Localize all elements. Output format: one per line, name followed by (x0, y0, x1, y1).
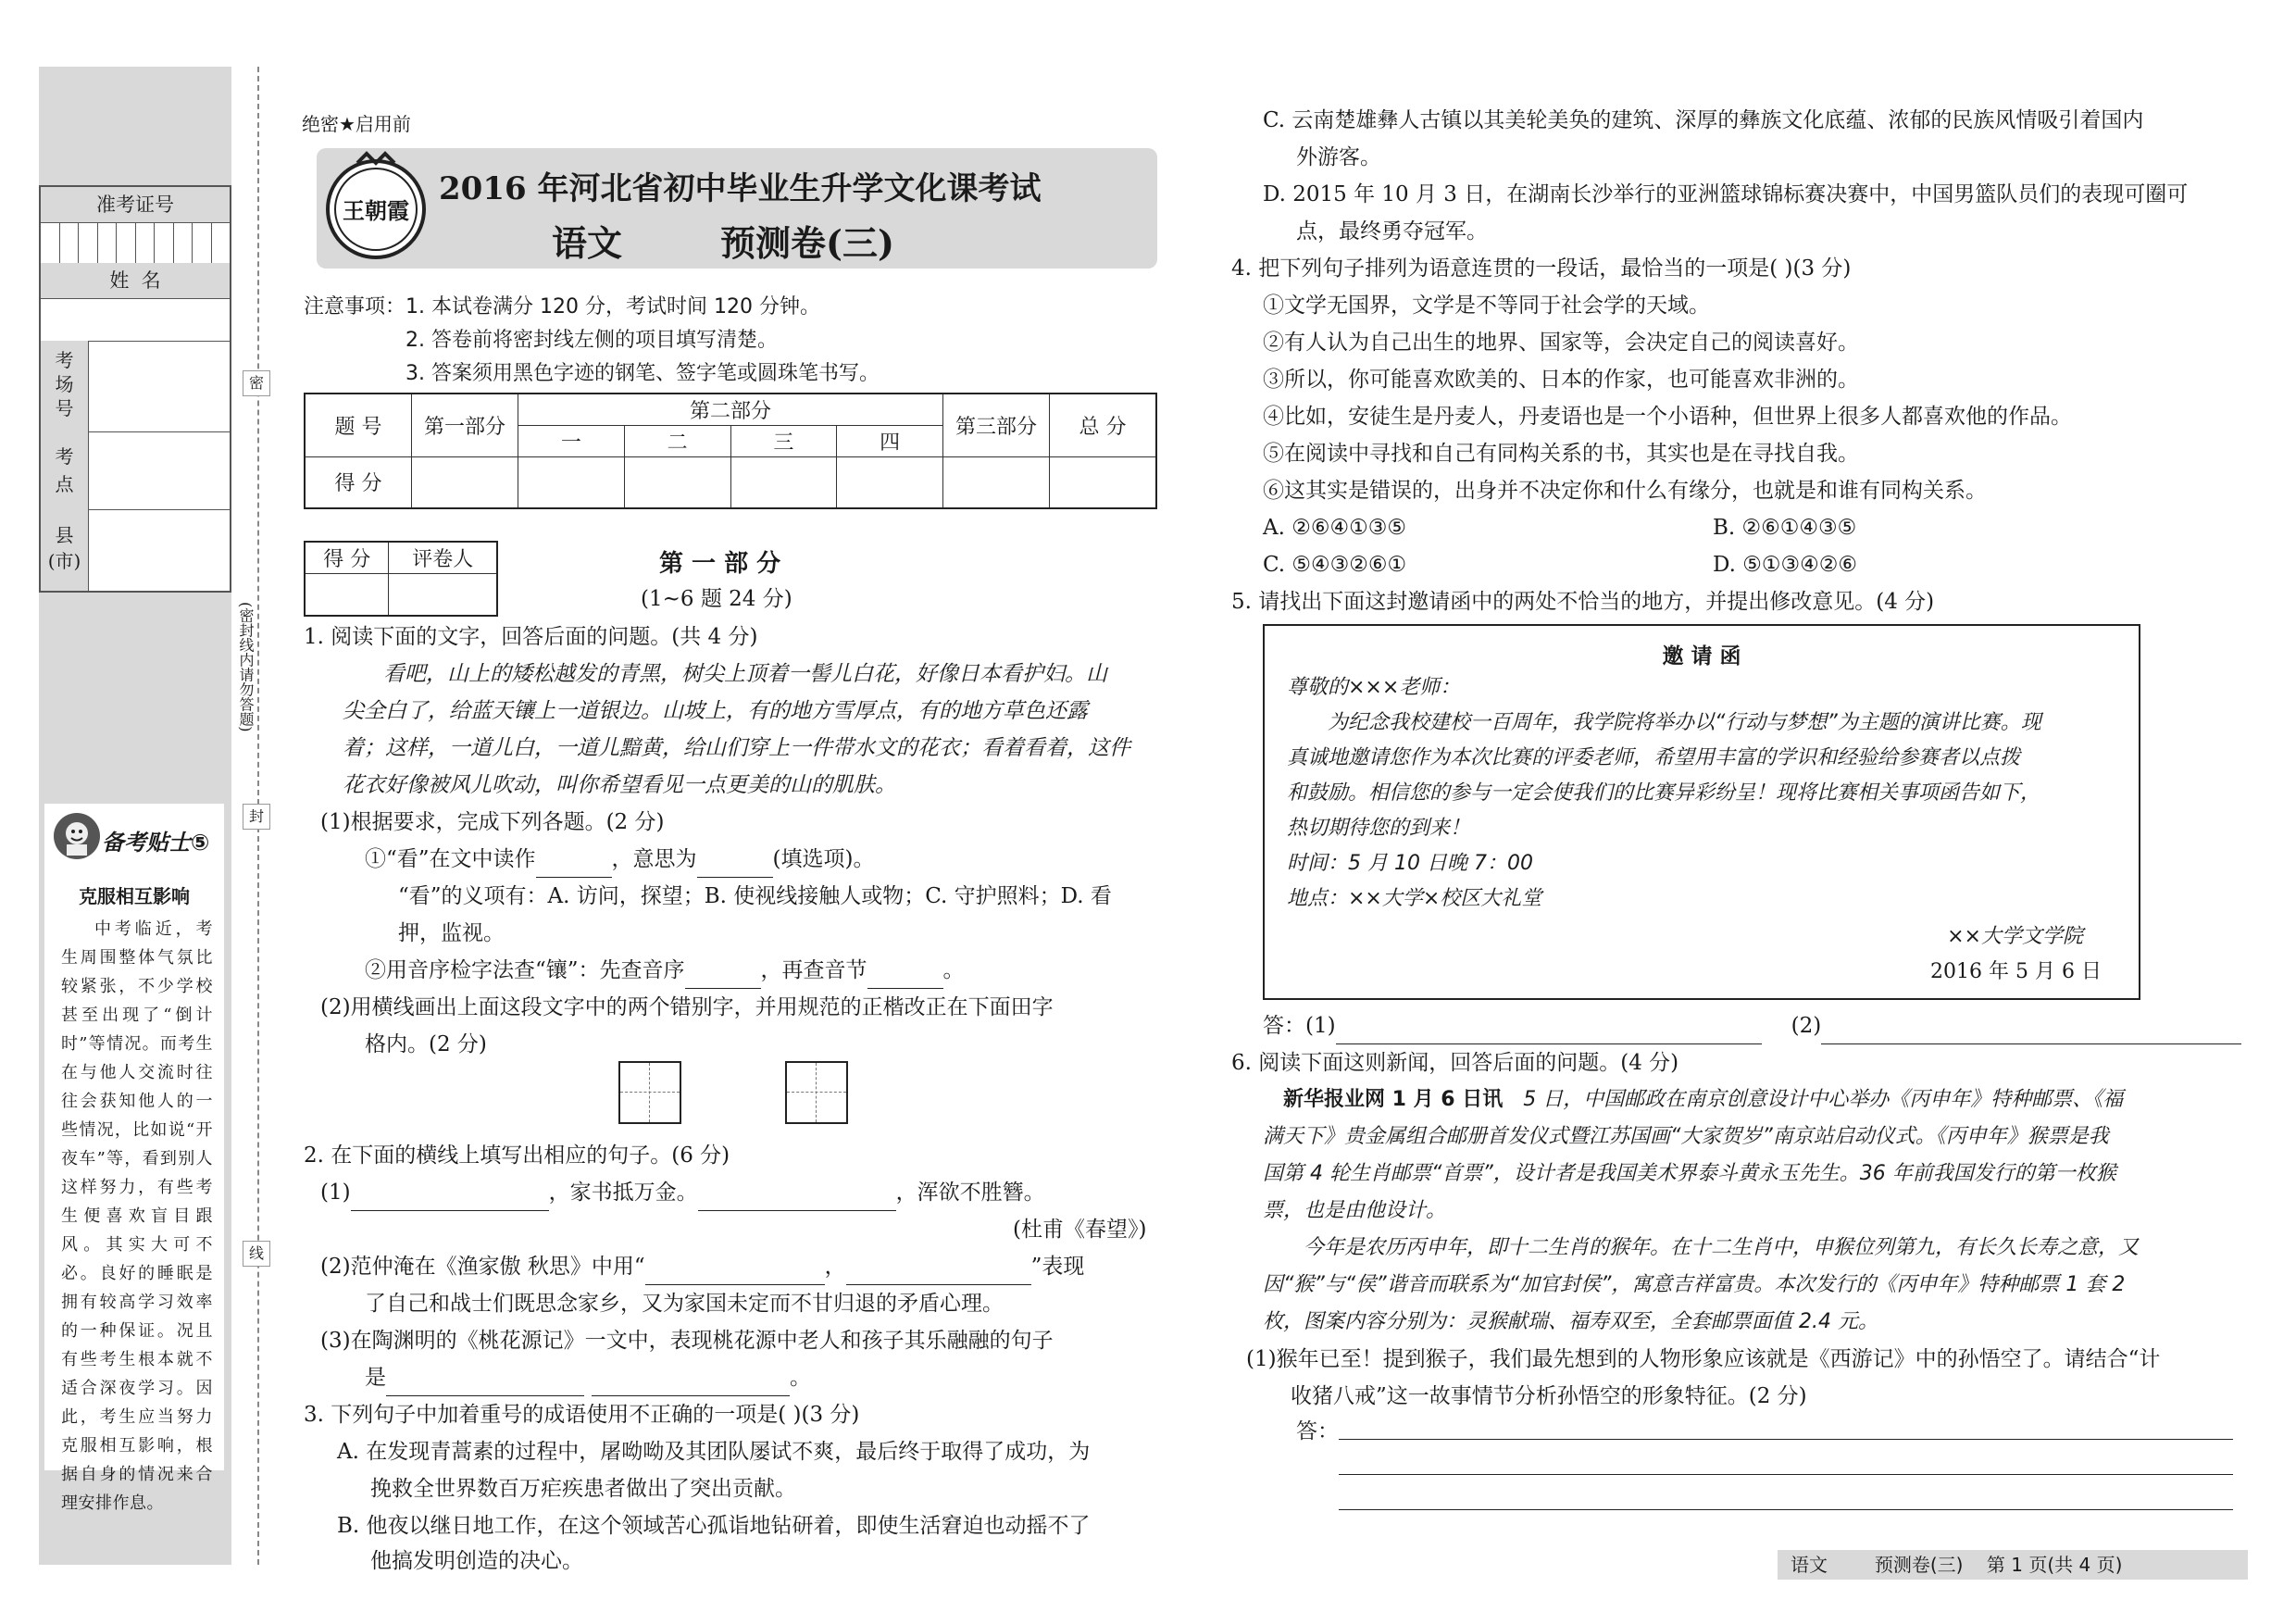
q6-answer-line[interactable] (1339, 1509, 2233, 1510)
q2-b-blank2[interactable] (846, 1262, 1031, 1285)
q6-answer-label: 答： (1296, 1419, 1339, 1443)
q3-stem: 3. 下列句子中加着重号的成语使用不正确的一项是( )(3 分) (304, 1403, 860, 1427)
score-table-sub-4: 四 (837, 425, 943, 456)
paper-title: 预测卷(三) (720, 222, 894, 264)
part1-range: (1~6 题 24 分) (641, 587, 792, 611)
score-table-sub-1: 一 (518, 425, 625, 456)
subject-title: 语文 (552, 222, 623, 264)
q2-c-blank1[interactable] (386, 1373, 584, 1396)
invitation-signature: ××大学文学院 (1947, 925, 2083, 948)
q2-a-source: (杜甫《春望》) (1013, 1218, 1147, 1242)
name-label: 姓 名 (41, 263, 230, 299)
q4-stem: 4. 把下列句子排列为语意连贯的一段话，最恰当的一项是( )(3 分) (1231, 256, 1852, 281)
q3-option-b-line1: B. 他夜以继日地工作，在这个领域苦心孤诣地钻研着，即使生活窘迫也动摇不了 (337, 1514, 1091, 1538)
invitation-date: 2016 年 5 月 6 日 (1930, 960, 2102, 983)
q2-a-blank1[interactable] (351, 1188, 549, 1211)
q1-sub1a-text1: ①“看”在文中读作 (365, 847, 536, 871)
q4-item: ⑥这其实是错误的，出身并不决定你和什么有缘分，也就是和谁有同构关系。 (1263, 479, 1987, 503)
score-cell[interactable] (730, 456, 837, 508)
name-field[interactable] (41, 298, 230, 342)
q4-option-c: C. ⑤④③②⑥① (1263, 553, 1407, 577)
tip-body: 中考临近，考生周围整体气氛比较紧张，不少学校甚至出现了“倒计时”等情况。而考生在与他人交流时往往会获知他人的一些情况，比如说“开夜车”等，看到别人这样努力，有些考生便喜欢盲目跟风。其实大可不必。良好的睡眠是拥有较高学习效率的一种保证。况且有些考生根本就不适合深夜学习。因此，考生应当努力克服相互影响，根据自身的情况来合理安排作息。 (61, 919, 213, 1513)
seal-note: (密封线内请勿答题) (237, 602, 255, 732)
invitation-letter-box (1263, 624, 2140, 1000)
invitation-body-line: 真诚地邀请您作为本次比赛的评委老师，希望用丰富的学识和经验给参赛者以点拨 (1287, 746, 2021, 769)
county-label: 县 (市) (41, 509, 89, 591)
q2-a (320, 1174, 1045, 1211)
score-table (304, 393, 1157, 509)
q6-sub1-line2: 收猪八戒”这一故事情节分析孙悟空的形象特征。(2 分) (1291, 1384, 1807, 1408)
admission-number-label: 准考证号 (41, 187, 230, 223)
q1-sub1c (365, 952, 965, 989)
q6-news-line: 因“猴”与“侯”谐音而联系为“加官封侯”，寓意吉祥富贵。本次发行的《丙申年》特种邮票 1 套 2 (1263, 1273, 2126, 1296)
notice-item-1: 1. 本试卷满分 120 分，考试时间 120 分钟。 (406, 295, 820, 319)
q3-option-b-line2: 他搞发明创造的决心。 (370, 1549, 583, 1573)
score-cell[interactable] (1050, 456, 1157, 508)
invitation-title: 邀 请 函 (1662, 644, 1741, 669)
score-table-defen: 得 分 (305, 456, 412, 508)
q6-news-line: 今年是农历丙申年，即十二生肖的猴年。在十二生肖中，申猴位列第九，有长久长寿之意，又 (1304, 1236, 2140, 1259)
q3-option-a-line1: A. 在发现青蒿素的过程中，屠呦呦及其团队屡试不爽，最后终于取得了成功，为 (337, 1440, 1091, 1464)
admission-number-cells[interactable] (41, 222, 230, 264)
q2-stem: 2. 在下面的横线上填写出相应的句子。(6 分) (304, 1143, 730, 1168)
q2-c-text1: 是 (365, 1366, 386, 1390)
q3-option-d-line2: 点，最终勇夺冠军。 (1296, 219, 1488, 244)
q1-sub1c-text3: 。 (942, 958, 965, 982)
tianzige-box[interactable] (785, 1061, 848, 1124)
wangzhaoxia-logo (320, 150, 431, 261)
q1-sub1a-text3: (填选项)。 (772, 847, 875, 871)
score-cell[interactable] (518, 456, 625, 508)
q1-yinxu-blank[interactable] (685, 966, 761, 989)
exam-site-row[interactable] (41, 431, 230, 510)
q1-passage-line: 花衣好像被风儿吹动，叫你希望看见一点更美的山的肌肤。 (343, 773, 896, 797)
q2-b-line2: 了自己和战士们既思念家乡，又为家国未定而不甘归退的矛盾心理。 (365, 1292, 1004, 1316)
secret-label: 绝密★启用前 (302, 113, 411, 135)
seal-char-feng: 封 (243, 804, 270, 830)
invitation-body-line: 为纪念我校建校一百周年，我学院将举办以“行动与梦想”为主题的演讲比赛。现 (1328, 711, 2041, 734)
q1-reading-blank[interactable] (536, 855, 612, 878)
q4-item: ①文学无国界，文学是不等同于社会学的天域。 (1263, 294, 1710, 318)
q2-b (320, 1248, 1084, 1285)
q4-option-a: A. ②⑥④①③⑤ (1263, 516, 1406, 540)
q1-passage-line: 着；这样，一道儿白，一道儿黯黄，给山们穿上一件带水文的花衣；看着看着，这件 (343, 736, 1130, 760)
cartoon-icon (54, 813, 100, 859)
exam-tip-box (44, 804, 224, 1513)
q6-news-line: 票，也是由他设计。 (1263, 1199, 1447, 1222)
q6-news-line: 枚，图案内容分别为：灵猴献瑞、福寿双至，全套邮票面值 2.4 元。 (1263, 1310, 1878, 1333)
seal-char-xian: 线 (243, 1241, 270, 1267)
scorer-table (304, 541, 498, 617)
q4-item: ③所以，你可能喜欢欧美的、日本的作家，也可能喜欢非洲的。 (1263, 368, 1859, 392)
q6-news (1263, 1081, 2140, 1341)
logo-text: 王朝霞 (343, 197, 409, 224)
q4-item: ②有人认为自己出生的地界、国家等，会决定自己的阅读喜好。 (1263, 331, 1859, 355)
q2-a-num: (1) (320, 1181, 351, 1205)
seal-char-mi: 密 (243, 370, 270, 396)
q1-sub1a (365, 841, 874, 878)
tianzige-box[interactable] (618, 1061, 681, 1124)
q2-a-text1: ，家书抵万金。 (548, 1181, 698, 1205)
score-table-sub-2: 二 (624, 425, 730, 456)
part1-title: 第 一 部 分 (659, 550, 781, 578)
q6-sub1-line1: (1)猴年已至！提到猴子，我们最先想到的人物形象应该就是《西游记》中的孙悟空了。请结合“计 (1246, 1347, 2161, 1371)
q2-c-line2 (365, 1359, 811, 1396)
candidate-info-box (39, 185, 231, 593)
q4-option-d: D. ⑤①③④②⑥ (1713, 553, 1857, 577)
scorer-pingjuan: 评卷人 (389, 542, 497, 573)
q2-a-blank2[interactable] (698, 1188, 896, 1211)
invitation-body-line: 热切期待您的到来！ (1287, 817, 1471, 840)
q2-a-text2: ，浑欲不胜簪。 (895, 1181, 1045, 1205)
q2-b-text2: ， (824, 1255, 846, 1279)
q4-item: ④比如，安徒生是丹麦人，丹麦语也是一个小语种，但世界上很多人都喜欢他的作品。 (1263, 405, 2072, 429)
notice-item-2: 2. 答卷前将密封线左侧的项目填写清楚。 (406, 329, 778, 352)
q2-b-text1: (2)范仲淹在《渔家傲 秋思》中用“ (320, 1255, 645, 1279)
score-table-sub-3: 三 (730, 425, 837, 456)
q1-passage-line: 看吧，山上的矮松越发的青黑，树尖上顶着一髻儿白花，好像日本看护妇。山 (383, 662, 1107, 686)
score-table-part3: 第三部分 (943, 394, 1050, 456)
invitation-body-line: 和鼓励。相信您的参与一定会使我们的比赛异彩纷呈！现将比赛相关事项函告如下， (1287, 781, 2041, 805)
q6-stem: 6. 阅读下面这则新闻，回答后面的问题。(4 分) (1231, 1051, 1679, 1075)
notice-label: 注意事项： (304, 295, 406, 319)
score-cell[interactable] (943, 456, 1050, 508)
q5-answer-blank2[interactable] (1821, 1021, 2241, 1044)
q5-answer-label1: 答：(1) (1263, 1014, 1336, 1038)
q1-sub1b-line2: 押，监视。 (398, 921, 505, 945)
page-footer: 语文 预测卷(三) 第 1 页(共 4 页) (1778, 1550, 2248, 1580)
county-row[interactable] (41, 509, 230, 591)
q3-option-c-line2: 外游客。 (1296, 145, 1381, 169)
q3-option-c-line1: C. 云南楚雄彝人古镇以其美轮美奂的建筑、深厚的彝族文化底蕴、浓郁的民族风情吸引着国内 (1263, 108, 2144, 132)
score-cell[interactable] (624, 456, 730, 508)
q5-answer-blank1[interactable] (1336, 1021, 1762, 1044)
q6-news-line: 国第 4 轮生肖邮票“首票”，设计者是我国美术界泰斗黄永玉先生。36 年前我国发行的第一枚猴 (1263, 1162, 2116, 1185)
exam-room-label: 考 场 号 (41, 341, 89, 431)
q5-answer-label2: (2) (1791, 1014, 1822, 1038)
score-cell[interactable] (837, 456, 943, 508)
q3-option-d-line1: D. 2015 年 10 月 3 日，在湖南长沙举行的亚洲篮球锦标赛决赛中，中国男篮队员们的表现可圈可 (1263, 182, 2189, 206)
q4-item: ⑤在阅读中寻找和自己有同构关系的书，其实也是在寻找自我。 (1263, 442, 1859, 466)
q1-yinjie-blank[interactable] (867, 966, 943, 989)
invitation-time: 时间：5 月 10 日晚 7：00 (1287, 852, 1533, 875)
q6-news-line: 5 日，中国邮政在南京创意设计中心举办《丙申年》特种邮票、《福 (1523, 1088, 2124, 1111)
q1-passage (343, 656, 1157, 804)
q1-sub1a-text2: ，意思为 (611, 847, 697, 871)
exam-room-row[interactable] (41, 341, 230, 432)
invitation-place: 地点：××大学×校区大礼堂 (1287, 887, 1542, 910)
q1-sub1c-text2: ，再查音节 (760, 958, 867, 982)
q6-news-line: 满天下》贵金属组合邮册首发仪式暨江苏国画“大家贺岁”南京站启动仪式。《丙申年》猴票是我 (1263, 1125, 2109, 1148)
q2-c-text2: 。 (790, 1366, 811, 1390)
q5-answer (1263, 1007, 2241, 1044)
q3-option-a-line2: 挽救全世界数百万疟疾患者做出了突出贡献。 (370, 1477, 796, 1501)
q1-passage-line: 尖全白了，给蓝天镶上一道银边。山坡上，有的地方雪厚点，有的地方草色还露 (343, 699, 1088, 723)
q2-b-text3: ”表现 (1030, 1255, 1085, 1279)
q1-sub1: (1)根据要求，完成下列各题。(2 分) (320, 810, 665, 834)
tip-title: 克服相互影响 (79, 885, 190, 907)
q1-sub1b-line1: “看”的义项有：A. 访问，探望；B. 使视线接触人或物；C. 守护照料；D. 看 (398, 884, 1112, 908)
scorer-defen: 得 分 (305, 542, 389, 573)
score-table-tihao: 题 号 (305, 394, 412, 456)
q6-news-head: 新华报业网 1 月 6 日讯 (1283, 1088, 1504, 1111)
q6-answer-line[interactable] (1339, 1474, 2233, 1475)
exam-site-label: 考 点 (41, 431, 89, 509)
q1-stem: 1. 阅读下面的文字，回答后面的问题。(共 4 分) (304, 625, 758, 649)
q1-sub2-line2: 格内。(2 分) (365, 1032, 487, 1056)
q2-c-line1: (3)在陶渊明的《桃花源记》一文中，表现桃花源中老人和孩子其乐融融的句子 (320, 1329, 1054, 1353)
q2-b-blank1[interactable] (645, 1262, 825, 1285)
q5-stem: 5. 请找出下面这封邀请函中的两处不恰当的地方，并提出修改意见。(4 分) (1231, 590, 1935, 614)
score-table-part1: 第一部分 (412, 394, 518, 456)
invitation-greeting: 尊敬的×××老师： (1287, 676, 1461, 699)
score-table-part2: 第二部分 (518, 394, 943, 425)
exam-title: 2016 年河北省初中毕业生升学文化课考试 (439, 170, 1042, 207)
score-cell[interactable] (412, 456, 518, 508)
q1-sub1c-text1: ②用音序检字法查“镶”：先查音序 (365, 958, 685, 982)
q4-option-b: B. ②⑥①④③⑤ (1713, 516, 1857, 540)
invitation-body (1287, 670, 2120, 917)
q6-answer-line[interactable] (1339, 1439, 2233, 1440)
q2-c-blank2[interactable] (592, 1373, 790, 1396)
q1-sub2-line1: (2)用横线画出上面这段文字中的两个错别字，并用规范的正楷改正在下面田字 (320, 995, 1054, 1019)
scorer-cell[interactable] (389, 573, 497, 616)
q1-meaning-blank[interactable] (697, 855, 773, 878)
scorer-cell[interactable] (305, 573, 389, 616)
notice-item-3: 3. 答案须用黑色字迹的钢笔、签字笔或圆珠笔书写。 (406, 362, 880, 385)
tip-logo: 备考贴士⑤ (102, 830, 210, 856)
score-table-total: 总 分 (1050, 394, 1157, 456)
